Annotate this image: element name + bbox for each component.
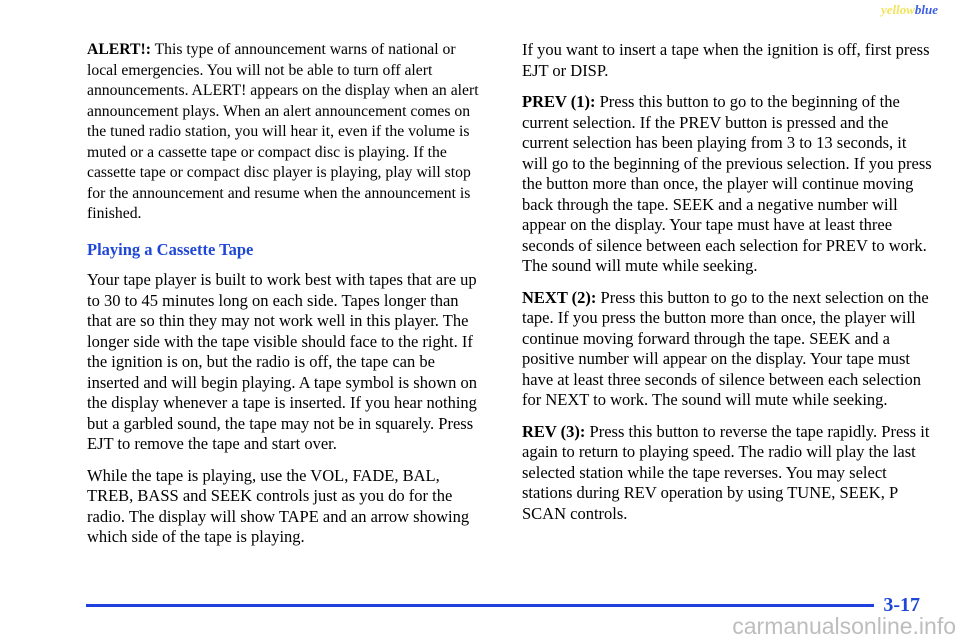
prev-lead: PREV (1):: [522, 92, 596, 111]
cassette-paragraph-2: While the tape is playing, use the VOL, FADE, BAL, TREB, BASS and SEEK controls just as you do for the radio. The display will show TAPE and an arrow showing which side of the tape is playing.: [87, 465, 470, 546]
section-title: Playing a Cassette Tape: [87, 239, 254, 259]
alert-text: This type of announcement warns of national or local emergencies. You will not be able to turn off alert announcements. ALERT! appears on the display when an alert announcement plays. When an alert announcement comes on the tuned radio station, you will hear it, even if the volume is muted or a cassette tape or compact disc is playing. If the cassette tape or compact disc player is playing, play will stop for the announcement and resume when the announcement is finished.: [87, 41, 479, 222]
rev-lead: REV (3):: [522, 421, 586, 441]
footer-rule: [86, 604, 874, 607]
cassette-paragraph-1: Your tape player is built to work best with tapes that are up to 30 to 45 minutes long on each side. Tapes longer than that are so thin they may not work well in this player. The longer side with the tape visible should face to the right. If the ignition is on, but the radio is off, the tape can be inserted and will begin playing. A tape symbol is shown on the display whenever a tape is inserted. If you hear nothing but a garbled sound, the tape may not be in squarely. Press EJT to remove the tape and start over.: [87, 270, 478, 453]
prev-paragraph: [522, 92, 932, 277]
alert-paragraph: [87, 40, 487, 225]
edition-tag-yellow: yellow: [880, 2, 915, 17]
right-column: [522, 40, 932, 535]
rev-paragraph: [522, 422, 932, 525]
watermark: carmanualsonline.info: [732, 613, 956, 639]
insert-tape-paragraph: If you want to insert a tape when the ignition is off, first press EJT or DISP.: [522, 40, 930, 80]
next-lead: NEXT (2):: [522, 287, 597, 307]
rev-text: Press this button to reverse the tape rapidly. Press it again to return to playing speed. The radio will play the last selected station while the tape reverses. You may select stations during REV operation by using TUNE, SEEK, P SCAN controls.: [522, 421, 930, 523]
prev-text: Press this button to go to the beginning of the current selection. If the PREV button is pressed and the current selection has been playing from 3 to 13 seconds, it will go to the beginning of the previous selection. If you press the button more than once, the player will continue moving back through the tape. SEEK and a negative number will appear on the display. Your tape must have at least three seconds of silence between each selection for PREV to work. The sound will mute while seeking.: [522, 92, 932, 275]
edition-tag: [881, 2, 938, 18]
page-number: 3-17: [883, 594, 920, 616]
edition-tag-blue: blue: [914, 2, 938, 17]
alert-lead: ALERT!:: [87, 41, 151, 58]
next-text: Press this button to go to the next selection on the tape. If you press the button more than once, the player will continue moving forward through the tape. SEEK and a positive number will appear on the display. Your tape must have at least three seconds of silence between each selection for NEXT to work. The sound will mute while seeking.: [522, 287, 929, 409]
left-column: [87, 40, 487, 559]
next-paragraph: [522, 288, 932, 411]
